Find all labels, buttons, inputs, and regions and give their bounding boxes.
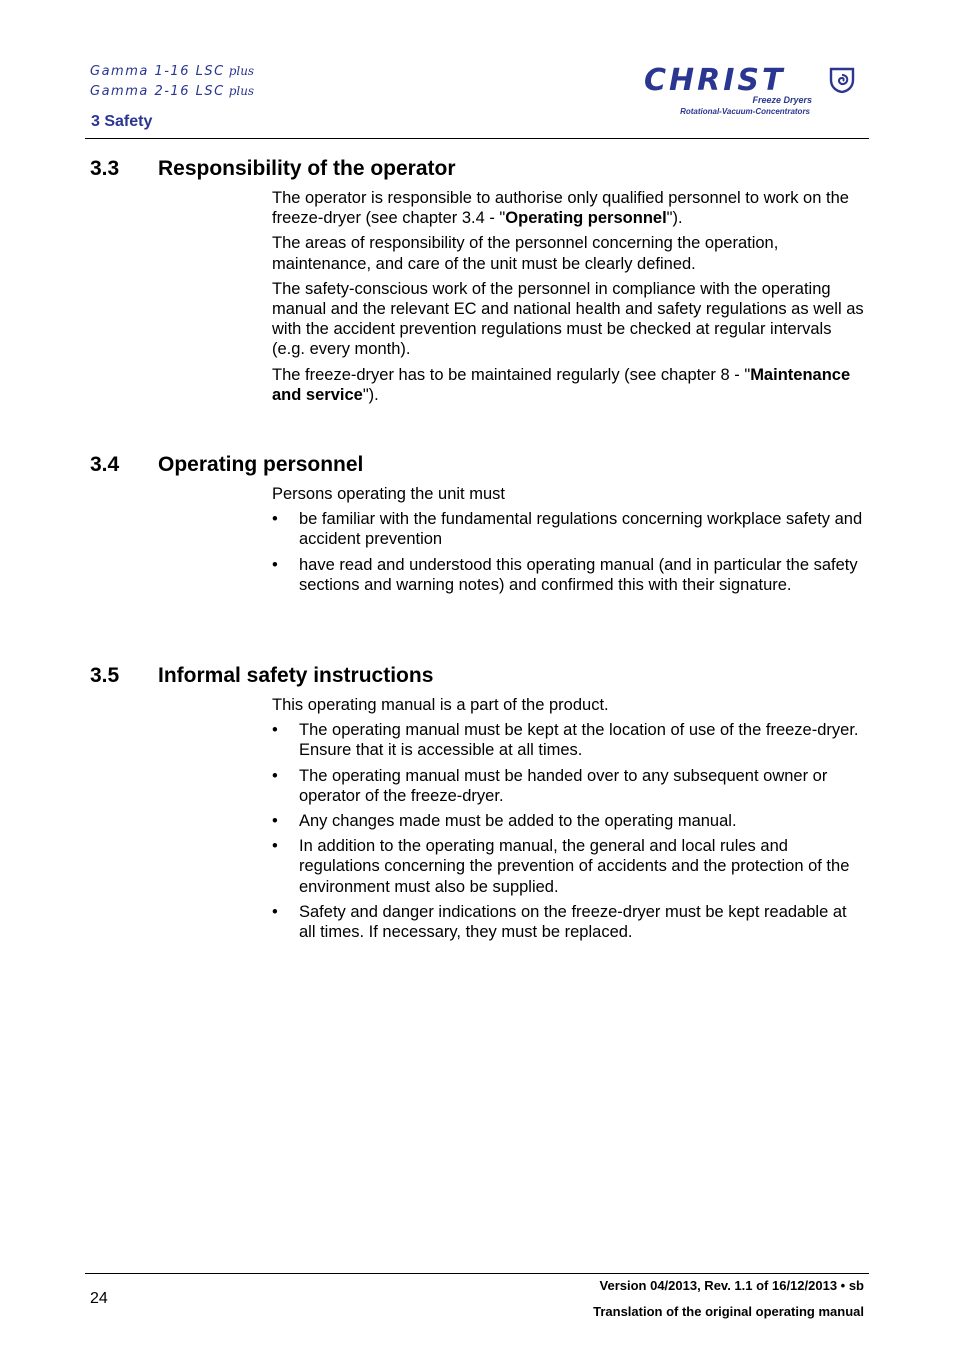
bullet-icon: • bbox=[272, 837, 278, 856]
logo-line-rvc: Rotational-Vacuum-Concentrators bbox=[680, 107, 810, 116]
footer-rule bbox=[85, 1273, 869, 1274]
section-body-3-5 bbox=[272, 695, 864, 947]
list-item: • In addition to the operating manual, the general and local rules and regulations concerning the prevention of accidents and the protection of the environment must also be supplied. bbox=[272, 837, 850, 896]
list-item: • Any changes made must be added to the operating manual. bbox=[272, 812, 737, 831]
logo-wordmark: CHRIST bbox=[644, 63, 786, 98]
chapter-label: 3 Safety bbox=[91, 113, 153, 130]
christ-spiral-emblem-icon bbox=[828, 66, 856, 94]
translation-note: Translation of the original operating manual bbox=[593, 1304, 864, 1319]
paragraph: The safety-conscious work of the personnel in compliance with the operating manual and the relevant EC and national health and safety regulations as well as with the accident prevention regulations must be checked at regular intervals (e.g. every month). bbox=[272, 279, 864, 359]
paragraph: The freeze-dryer has to be maintained regularly (see chapter 8 - "Maintenance and service"). bbox=[272, 365, 851, 404]
header-rule bbox=[85, 138, 869, 139]
paragraph: The areas of responsibility of the personnel concerning the operation, maintenance, and care of the unit must be clearly defined. bbox=[272, 234, 779, 273]
bullet-icon: • bbox=[272, 812, 278, 831]
logo-line-freeze-dryers: Freeze Dryers bbox=[752, 95, 812, 105]
list-item: • The operating manual must be handed over to any subsequent owner or operator of the freeze-dryer. bbox=[272, 766, 828, 805]
model-name: Gamma 1-16 LSC bbox=[90, 64, 225, 79]
page-number: 24 bbox=[90, 1290, 108, 1307]
bullet-icon: • bbox=[272, 902, 278, 921]
list-item: • have read and understood this operating manual (and in particular the safety sections and warning notes) and confirmed this with their signature. bbox=[272, 555, 858, 594]
bullet-list bbox=[272, 720, 864, 942]
section-title: Responsibility of the operator bbox=[158, 157, 456, 180]
section-heading-3-3 bbox=[90, 157, 456, 181]
bullet-icon: • bbox=[272, 510, 278, 529]
section-number: 3.4 bbox=[90, 453, 120, 476]
section-heading-3-5 bbox=[90, 664, 433, 688]
bullet-icon: • bbox=[272, 555, 278, 574]
list-item: • Safety and danger indications on the freeze-dryer must be kept readable at all times. If necessary, they must be replaced. bbox=[272, 902, 847, 942]
section-body-3-3 bbox=[272, 188, 864, 410]
bullet-icon: • bbox=[272, 721, 278, 740]
model-suffix: plus bbox=[228, 64, 255, 78]
bullet-list bbox=[272, 509, 864, 595]
model-line-2 bbox=[90, 84, 254, 99]
paragraph: Persons operating the unit must bbox=[272, 485, 505, 503]
bullet-icon: • bbox=[272, 766, 278, 785]
model-line-1 bbox=[90, 64, 254, 79]
section-title: Operating personnel bbox=[158, 453, 364, 476]
section-title: Informal safety instructions bbox=[158, 664, 434, 687]
list-item: • be familiar with the fundamental regulations concerning workplace safety and accident prevention bbox=[272, 510, 863, 549]
list-item: • The operating manual must be kept at the location of use of the freeze-dryer. Ensure that it is accessible at all times. bbox=[272, 721, 859, 760]
version-info: Version 04/2013, Rev. 1.1 of 16/12/2013 • sb bbox=[599, 1278, 864, 1293]
model-suffix: plus bbox=[228, 84, 255, 98]
paragraph: This operating manual is a part of the product. bbox=[272, 696, 609, 714]
section-number: 3.5 bbox=[90, 664, 120, 687]
paragraph: The operator is responsible to authorise only qualified personnel to work on the freeze-dryer (see chapter 3.4 - "Operating personnel"). bbox=[272, 189, 849, 228]
section-body-3-4 bbox=[272, 484, 864, 600]
section-heading-3-4 bbox=[90, 453, 363, 477]
section-number: 3.3 bbox=[90, 157, 120, 180]
model-name: Gamma 2-16 LSC bbox=[90, 84, 225, 99]
christ-logo bbox=[642, 62, 864, 120]
